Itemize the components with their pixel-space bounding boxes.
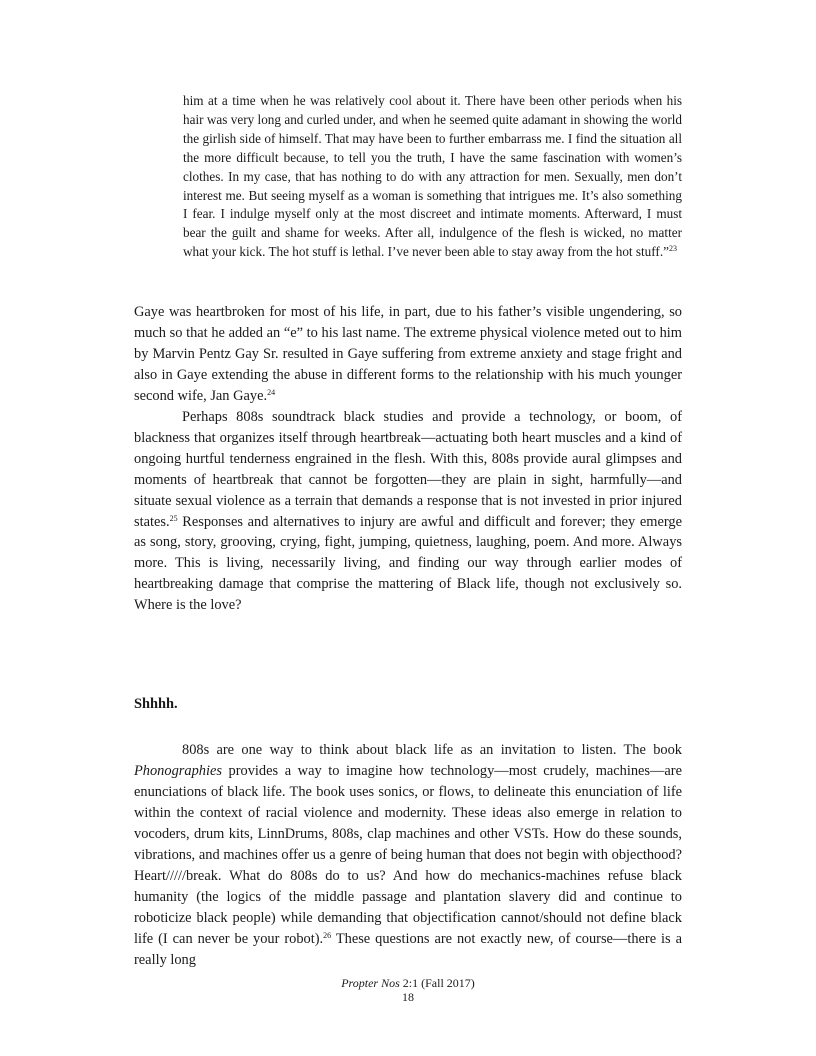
- footnote-marker-26[interactable]: 26: [323, 930, 332, 940]
- journal-issue: 2:1 (Fall 2017): [399, 976, 475, 990]
- block-quotation: [183, 92, 682, 262]
- footnote-marker-24[interactable]: 24: [267, 387, 276, 397]
- body-section-808s: [134, 740, 682, 970]
- paragraph-perhaps-text-a: Perhaps 808s soundtrack black studies and provide a technology, or boom, of blackness that organizes itself through heartbreak—actuating both heart muscles and a kind of ongoing hurtful tenderness engrained in the flesh. With this, 808s provide aural glimpses and moments of heartbreak that cannot be forgotten—they are plain in sight, harmfully—and situate sexual violence as a terrain that demands a response that is not invested in prior injured states.: [134, 408, 682, 530]
- body-section-gaye: [134, 302, 682, 616]
- paragraph-808s-text-b: provides a way to imagine how technology—most crudely, machines—are enunciations of black life. The book uses sonics, or flows, to delineate this enunciation of life within the context of racial violence and modernity. These ideas also emerge in relation to vocoders, drum kits, LinnDrums, 808s, clap machines and other VSTs. How do these sounds, vibrations, and machines offer us a genre of being human that does not begin with objecthood? Heart/////break. What do 808s do to us? And how do mechanics-machines refuse black humanity (the logics of the middle passage and plantation slavery did and continue to roboticize black people) while demanding that objectification cannot/should not define black life (I can never be your robot).: [134, 762, 682, 947]
- quotation-text: him at a time when he was relatively cool about it. There have been other periods when his hair was very long and curled under, and when he seemed quite adamant in showing the world the girlish side of himself. That may have been to further embarrass me. I find the situation all the more difficult because, to tell you the truth, I have the same fascination with women’s clothes. In my case, that has nothing to do with any attraction for men. Sexually, men don’t interest me. But seeing myself as a woman is something that intrigues me. It’s also something I fear. I indulge myself only at the most discreet and intimate moments. Afterward, I must bear the guilt and shame for weeks. After all, indulgence of the flesh is wicked, no matter what your kick. The hot stuff is lethal. I’ve never been able to stay away from the hot stuff.”: [183, 93, 682, 260]
- paragraph-gaye: [134, 302, 682, 407]
- paragraph-808s-text-a: 808s are one way to think about black life as an invitation to listen. The book: [182, 742, 682, 758]
- section-heading: Shhhh.: [134, 696, 178, 712]
- paragraph-gaye-text: Gaye was heartbroken for most of his life, in part, due to his father’s visible ungendering, so much so that he added an “e” to his last name. The extreme physical violence meted out to him by Marvin Pentz Gay Sr. resulted in Gaye suffering from extreme anxiety and stage fright and also in Gaye extending the abuse in different forms to the relationship with his much younger second wife, Jan Gaye.: [134, 304, 682, 404]
- paragraph-808s: [134, 740, 682, 970]
- paragraph-808s-text-c: These questions are not exactly new, of course—there is a really long: [134, 930, 682, 968]
- book-title: Phonographies: [134, 762, 222, 779]
- footer-journal-line: [0, 976, 816, 990]
- page-number: 18: [402, 990, 414, 1004]
- footnote-marker-23[interactable]: 23: [668, 244, 677, 254]
- paragraph-perhaps-text-b: Responses and alternatives to injury are awful and difficult and forever; they emerge as song, story, grooving, crying, fight, jumping, quietness, laughing, poem. And more. Always more. This is living, necessarily living, and finding our way through earlier modes of heartbreaking damage that comprise the mattering of Black life, though not exclusively so. Where is the love?: [134, 513, 682, 614]
- journal-name: Propter Nos: [341, 976, 400, 990]
- footnote-marker-25[interactable]: 25: [169, 513, 178, 523]
- paragraph-perhaps: [134, 407, 682, 617]
